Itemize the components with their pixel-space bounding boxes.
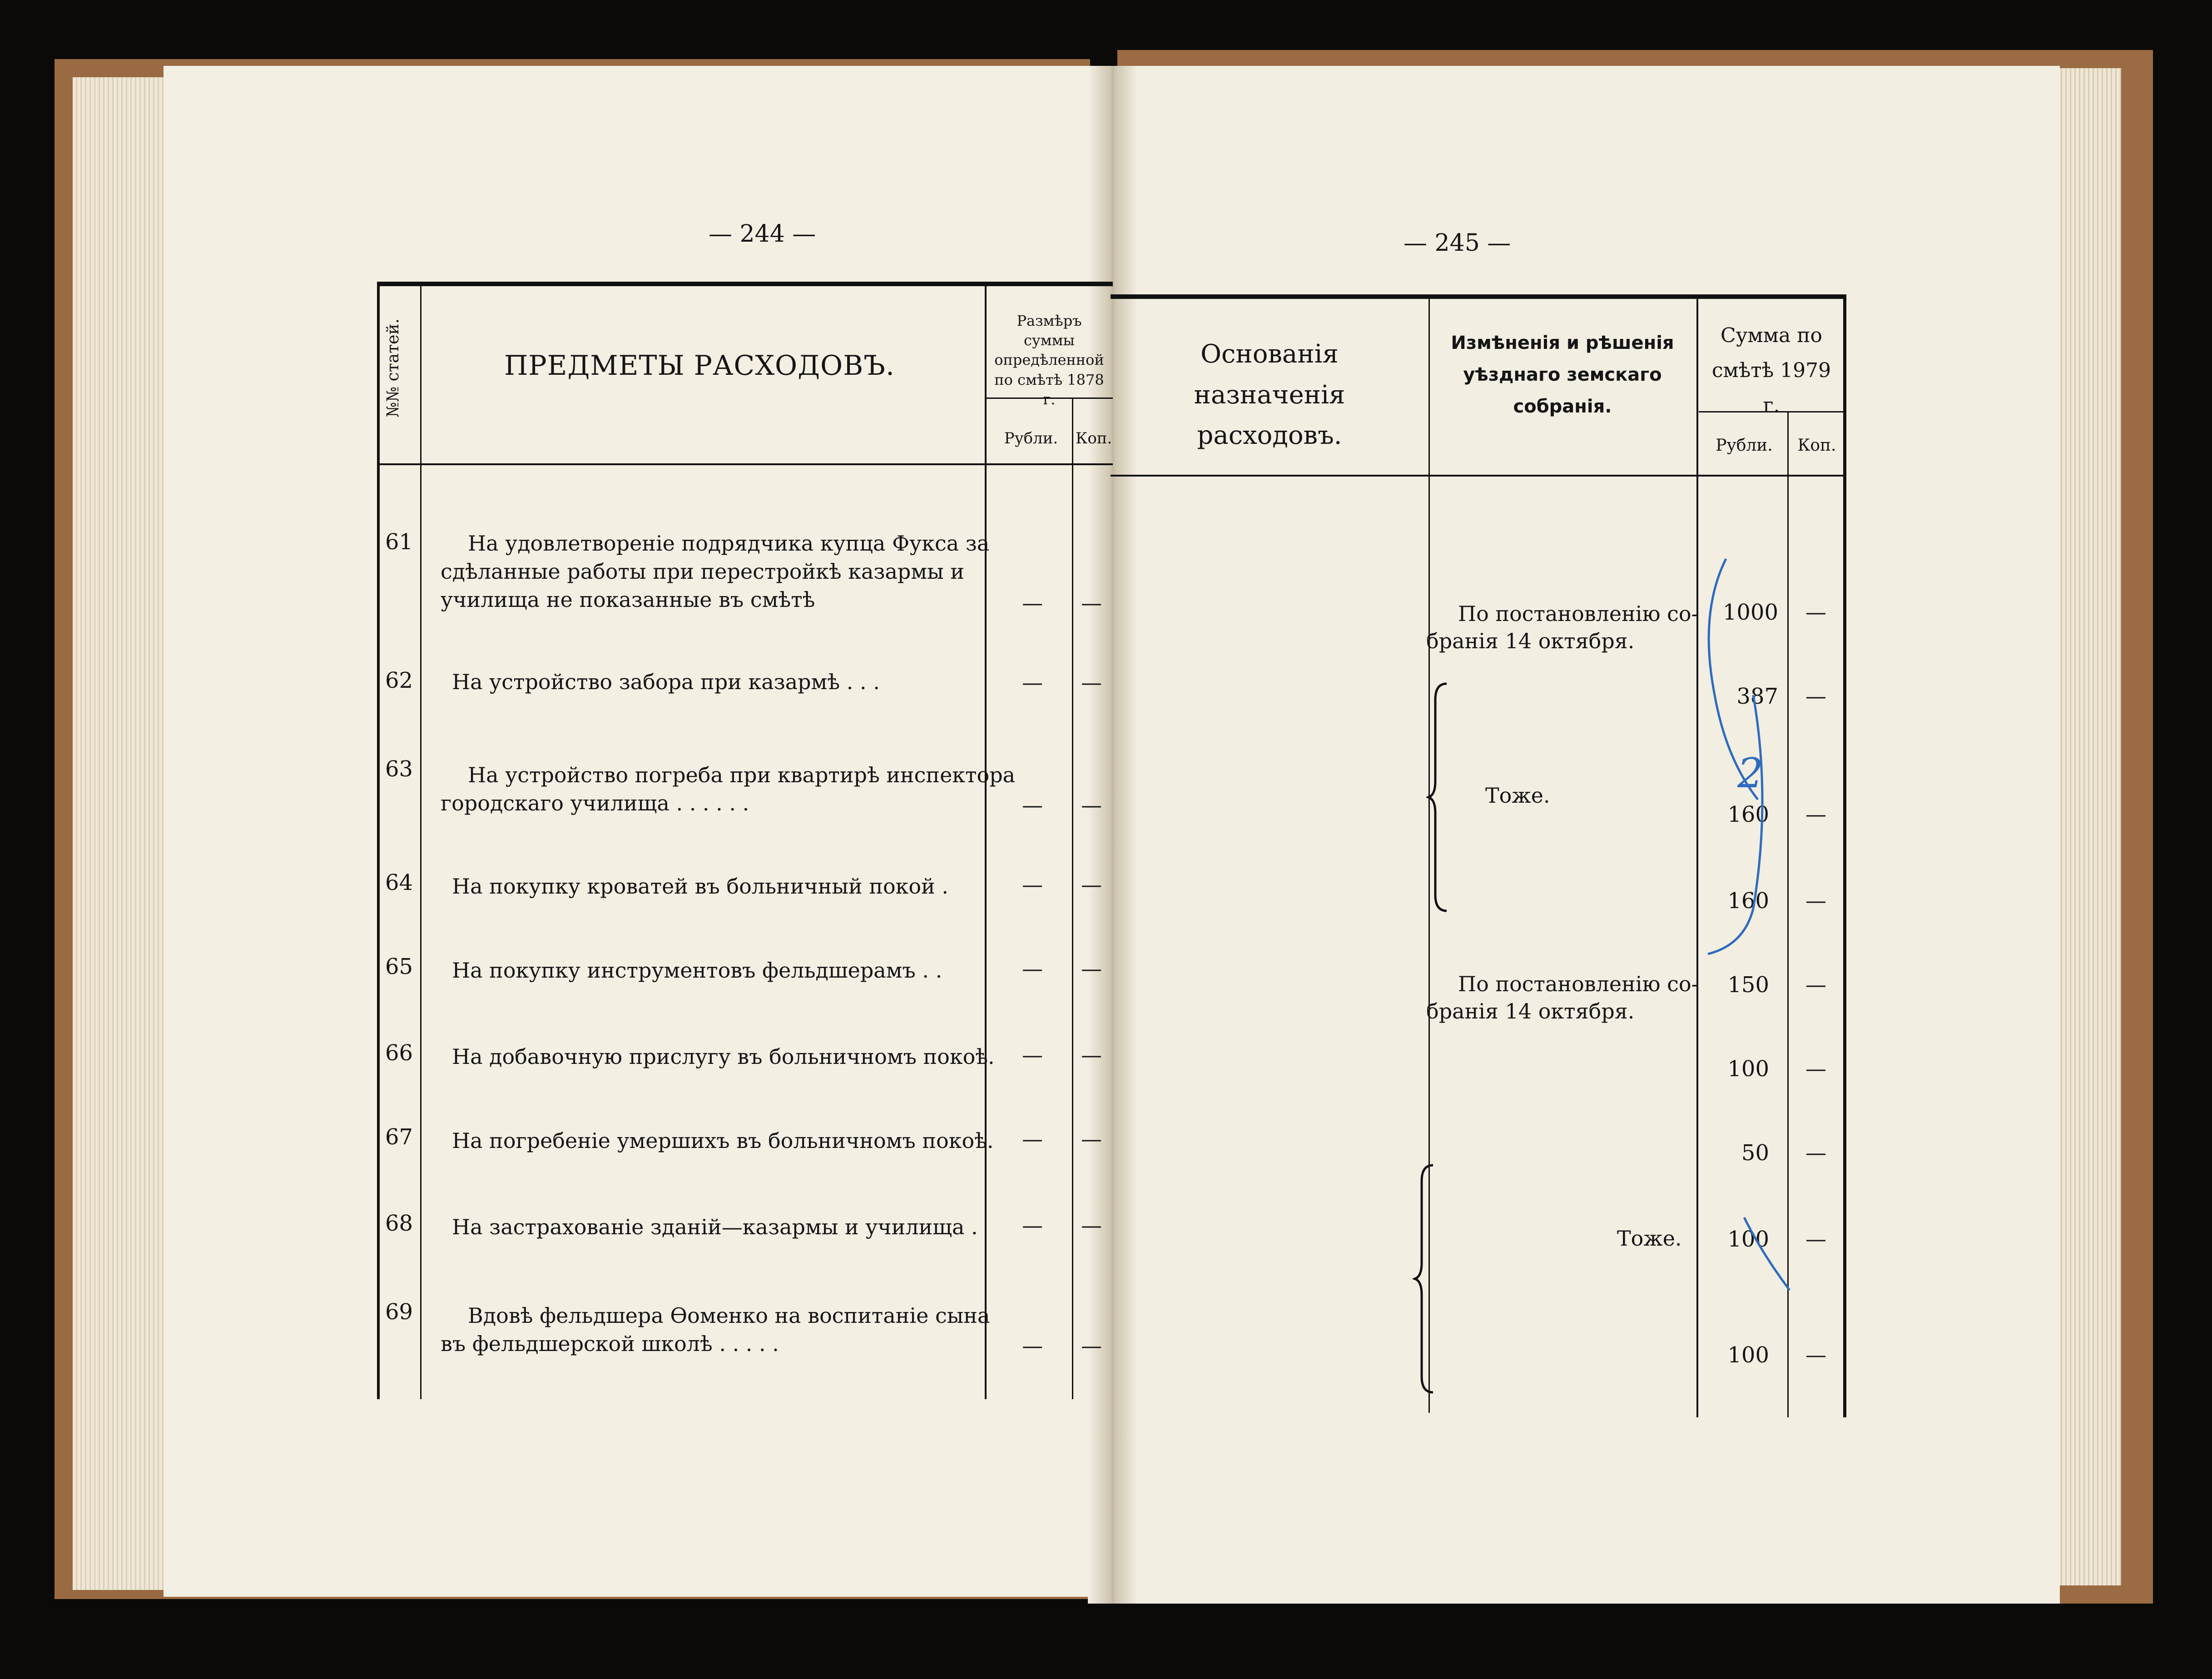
sum-kopecks-cell: — bbox=[1805, 600, 1826, 624]
table-right-border bbox=[1843, 295, 1846, 1417]
kopecks-cell: — bbox=[1081, 1213, 1102, 1237]
row-text-line: На покупку инструментовъ фельдшерамъ . . bbox=[452, 958, 942, 983]
row-text-line: въ фельдшерской школѣ . . . . . bbox=[441, 1331, 779, 1356]
decision-line: По постановленію со- bbox=[1458, 601, 1699, 626]
amount-1878-header: Размѣръ суммы опредѣленной по смѣтѣ 1878 г. bbox=[994, 312, 1104, 408]
row-number: 65 bbox=[385, 954, 413, 979]
rubles-cell: — bbox=[1022, 1333, 1043, 1358]
decision-line: бранія 14 октября. bbox=[1426, 999, 1635, 1023]
row-number: 61 bbox=[385, 529, 413, 555]
sum-kopecks-cell: — bbox=[1805, 888, 1826, 913]
row-number: 68 bbox=[385, 1211, 413, 1236]
row-text-line: На устройство погреба при квартирѣ инспектора bbox=[468, 763, 1016, 787]
changes-header: Измѣненія и рѣшенія уѣзднаго земскаго собранія. bbox=[1451, 333, 1674, 417]
kopecks-header-right: Коп. bbox=[1797, 436, 1836, 455]
row-text-line: На застрахованіе зданій—казармы и училища . bbox=[452, 1215, 978, 1239]
row-number: 64 bbox=[385, 870, 413, 895]
rubles-cell: — bbox=[1022, 1213, 1043, 1237]
decision-line: Тоже. bbox=[1485, 783, 1550, 808]
column-divider bbox=[420, 282, 422, 1399]
decision-line: бранія 14 октября. bbox=[1426, 629, 1635, 653]
kopecks-cell: — bbox=[1081, 872, 1102, 897]
brace-icon bbox=[1426, 681, 1453, 913]
kopecks-cell: — bbox=[1081, 591, 1102, 615]
kopecks-cell: — bbox=[1081, 1333, 1102, 1358]
column-divider bbox=[1072, 397, 1073, 1399]
kopecks-header-left: Коп. bbox=[1076, 429, 1112, 447]
sum-1979-header: Сумма по смѣтѣ 1979 г. bbox=[1711, 324, 1831, 417]
rubles-cell: — bbox=[1022, 793, 1043, 817]
sum-kopecks-cell: — bbox=[1805, 1342, 1826, 1367]
row-text-line: На погребеніе умершихъ въ больничномъ покоѣ. bbox=[452, 1128, 994, 1153]
row-text-line: Вдовѣ фельдшера Ѳоменко на воспитаніе сына bbox=[468, 1303, 990, 1328]
row-number: 66 bbox=[385, 1040, 413, 1066]
kopecks-cell: — bbox=[1081, 1127, 1102, 1151]
rubles-cell: — bbox=[1022, 1043, 1043, 1067]
basis-header: Основанія назначенія расходовъ. bbox=[1194, 339, 1345, 451]
row-number: 62 bbox=[385, 668, 413, 693]
sum-rubles-cell: 100 bbox=[1727, 1056, 1769, 1082]
pencil-annotation-icon bbox=[1671, 545, 1821, 1295]
sum-rubles-cell: 50 bbox=[1741, 1140, 1769, 1166]
page-number-right: — 245 — bbox=[1404, 229, 1511, 257]
row-number: 69 bbox=[385, 1299, 413, 1325]
kopecks-cell: — bbox=[1081, 670, 1102, 695]
number-column-header: №№ статей. bbox=[384, 318, 402, 417]
table-left-border bbox=[377, 282, 380, 1399]
row-text-line: училища не показанные въ смѣтѣ bbox=[441, 587, 815, 612]
rubles-cell: — bbox=[1022, 591, 1043, 615]
rubles-cell: — bbox=[1022, 1127, 1043, 1151]
subject-header: ПРЕДМЕТЫ РАСХОДОВЪ. bbox=[504, 350, 895, 382]
row-text-line: На покупку кроватей въ больничный покой . bbox=[452, 874, 949, 899]
sum-rubles-cell: 100 bbox=[1727, 1227, 1769, 1252]
sum-rubles-cell: 150 bbox=[1727, 972, 1769, 998]
sum-kopecks-cell: — bbox=[1805, 1227, 1826, 1251]
sum-rubles-cell: 160 bbox=[1727, 802, 1769, 827]
rubles-cell: — bbox=[1022, 670, 1043, 695]
decision-line: По постановленію со- bbox=[1458, 972, 1699, 996]
row-number: 63 bbox=[385, 756, 413, 782]
row-text-line: На добавочную прислугу въ больничномъ покоѣ. bbox=[452, 1044, 995, 1069]
rubles-cell: — bbox=[1022, 956, 1043, 981]
brace-icon bbox=[1413, 1163, 1440, 1395]
page-number-left: — 244 — bbox=[709, 220, 816, 248]
rubles-cell: — bbox=[1022, 872, 1043, 897]
sum-rubles-cell: 160 bbox=[1727, 888, 1769, 914]
kopecks-cell: — bbox=[1081, 956, 1102, 981]
row-number: 67 bbox=[385, 1124, 413, 1150]
sum-kopecks-cell: — bbox=[1805, 1140, 1826, 1165]
table-top-rule bbox=[1111, 294, 1846, 299]
table-top-rule bbox=[377, 282, 1113, 286]
left-page bbox=[164, 66, 1115, 1597]
header-bottom-rule bbox=[377, 463, 1113, 465]
rubles-header-right: Рубли. bbox=[1716, 436, 1773, 455]
sum-kopecks-cell: — bbox=[1805, 1056, 1826, 1081]
kopecks-cell: — bbox=[1081, 1043, 1102, 1067]
decision-line: Тоже. bbox=[1617, 1226, 1682, 1251]
row-text-line: городскаго училища . . . . . . bbox=[441, 791, 749, 815]
rubles-header-left: Рубли. bbox=[1004, 429, 1058, 447]
row-text-line: На устройство забора при казармѣ . . . bbox=[452, 670, 880, 694]
pencil-note: 2 bbox=[1737, 750, 1764, 797]
sum-kopecks-cell: — bbox=[1805, 972, 1826, 997]
sum-kopecks-cell: — bbox=[1805, 684, 1826, 708]
sum-rubles-cell: 1000 bbox=[1722, 600, 1778, 625]
sum-rubles-cell: 387 bbox=[1736, 684, 1778, 709]
column-divider bbox=[985, 282, 987, 1399]
row-text-line: сдѣланные работы при перестройкѣ казармы и bbox=[441, 559, 965, 584]
row-text-line: На удовлетвореніе подрядчика купца Фукса за bbox=[468, 531, 990, 556]
sum-rubles-cell: 100 bbox=[1727, 1342, 1769, 1368]
kopecks-cell: — bbox=[1081, 793, 1102, 817]
sum-kopecks-cell: — bbox=[1805, 802, 1826, 826]
header-bottom-rule bbox=[1111, 475, 1846, 477]
